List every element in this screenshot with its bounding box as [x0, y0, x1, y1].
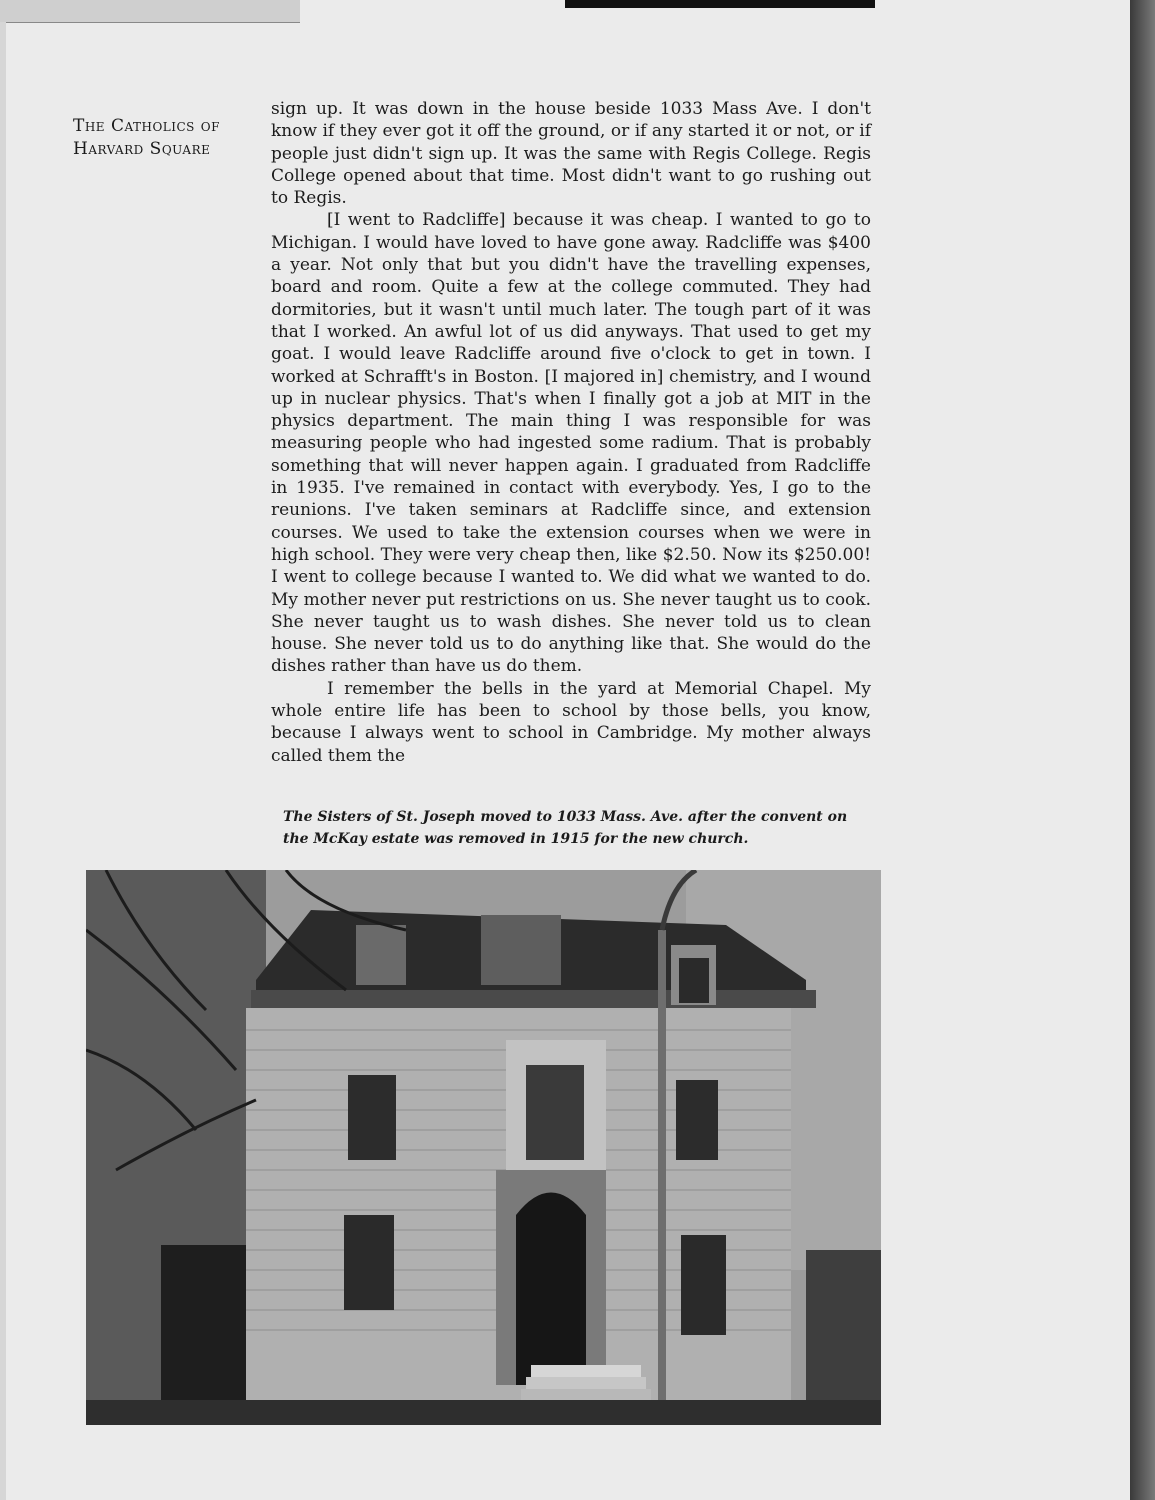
paragraph-1: sign up. It was down in the house beside 1033 Mass Ave. I don't know if they ever got it off the ground, or if any started it or not, or if people just didn't sign up. It was the same with Regis College. Regis College opened about that time. Most didn't want to go rushing out to Regis.	[271, 99, 871, 209]
house-photo-illustration	[86, 870, 881, 1425]
paragraph-3: I remember the bells in the yard at Memorial Chapel. My whole entire life has been to school by those bells, you know, because I always went to school in Cambridge. My mother always called them the	[271, 678, 871, 766]
running-head-line-2: Harvard Square	[73, 139, 211, 159]
body-text	[271, 98, 871, 767]
paragraph-2: [I went to Radcliffe] because it was cheap. I wanted to go to Michigan. I would have loved to have gone away. Radcliffe was $400 a year. Not only that but you didn't have the travelling expenses, board and room. Quite a few at the college commuted. They had dormitories, but it wasn't until much later. The tough part of it was that I worked. An awful lot of us did anyways. That used to get my goat. I would leave Radcliffe around five o'clock to get in town. I worked at Schrafft's in Boston. [I majored in] chemistry, and I wound up in nuclear physics. That's when I finally got a job at MIT in the physics department. The main thing I was responsible for was measuring people who had ingested some radium. That is probably something that will never happen again. I graduated from Radcliffe in 1935. I've remained in contact with everybody. Yes, I go to the reunions. I've taken seminars at Radcliffe since, and extension courses. We used to take the extension courses when we were in high school. They were very cheap then, like $2.50. Now its $250.00! I went to college because I wanted to. We did what we wanted to do. My mother never put restrictions on us. She never taught us to cook. She never taught us to wash dishes. She never told us to clean house. She never told us to do anything like that. She would do the dishes rather than have us do them.	[271, 210, 871, 677]
house-photo	[86, 870, 881, 1425]
photo-caption: The Sisters of St. Joseph moved to 1033 Mass. Ave. after the convent on the McKay estate was removed in 1915 for the new church.	[283, 809, 848, 847]
scan-right-edge	[1130, 0, 1155, 1500]
scan-left-edge	[0, 22, 6, 1500]
running-head-line-1: The Catholics of	[73, 116, 220, 136]
scan-top-strip	[0, 0, 300, 23]
running-head	[73, 115, 248, 161]
scan-top-bar	[565, 0, 875, 8]
